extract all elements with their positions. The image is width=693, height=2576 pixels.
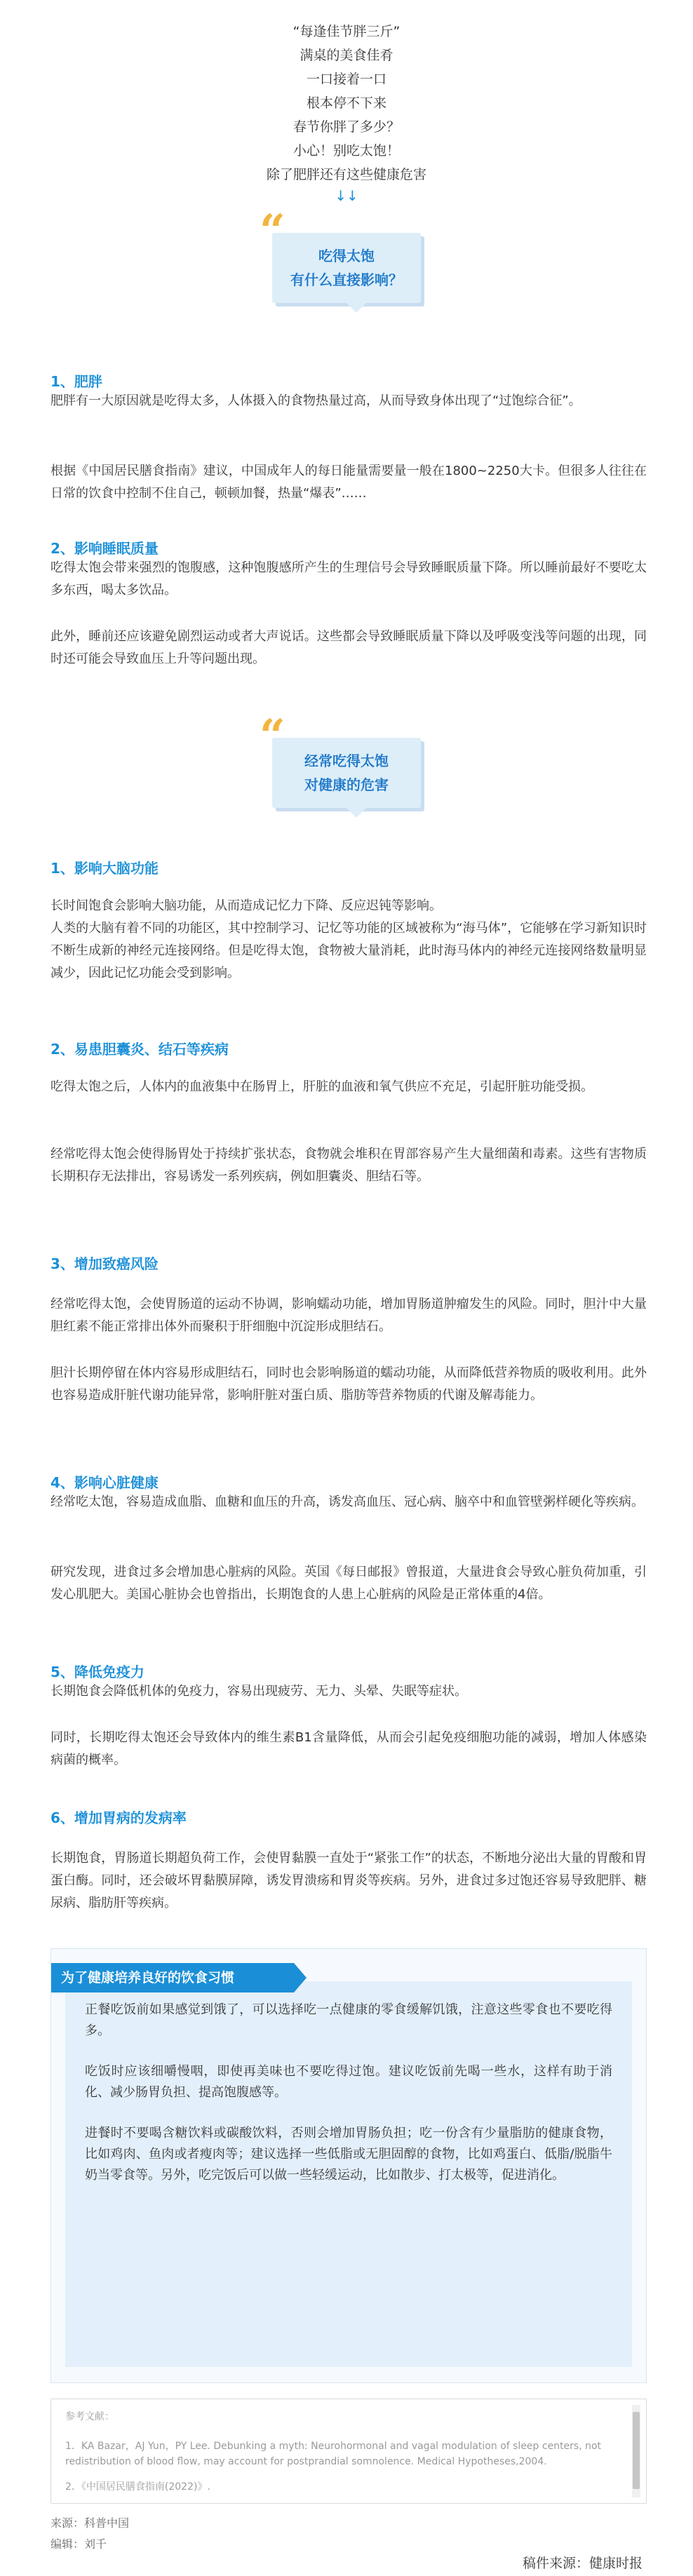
- subheading: 4、影响心脏健康: [51, 1474, 159, 1491]
- paragraph: 吃得太饱会带来强烈的饱腹感，这种饱腹感所产生的生理信号会导致睡眠质量下降。所以睡前最好不要吃太多东西，喝太多饮品。: [51, 560, 647, 598]
- references-box[interactable]: [51, 2399, 647, 2504]
- intro-line: 小心！别吃太饱！: [292, 143, 400, 159]
- reference-item: 1．KA Bazar，AJ Yun，PY Lee. Debunking a myth: Neurohormonal and vagal modulation of sleep centers, not redistribution of blood flow, may account for postprandial somnolence. Medical Hypotheses,2004.: [65, 2441, 602, 2467]
- scrollbar-thumb[interactable]: [633, 2412, 640, 2489]
- down-arrow-icon: ↓↓: [335, 187, 358, 204]
- speech-tail: [346, 808, 366, 818]
- editor-label: 编辑：刘千: [51, 2537, 107, 2551]
- references-scrollbar[interactable]: [632, 2405, 640, 2497]
- paragraph: 经常吃得太饱会使得肠胃处于持续扩张状态，食物就会堆积在胃部容易产生大量细菌和毒素。这些有害物质长期积存无法排出，容易诱发一系列疾病，例如胆囊炎、胆结石等。: [51, 1147, 647, 1184]
- subheading: 1、影响大脑功能: [51, 860, 159, 877]
- subheading: 2、易患胆囊炎、结石等疾病: [51, 1041, 229, 1058]
- paragraph: 长期饱食，胃肠道长期超负荷工作，会使胃黏膜一直处于“紧张工作”的状态，不断地分泌出大量的胃酸和胃蛋白酶。同时，还会破坏胃黏膜屏障，诱发胃溃疡和胃炎等疾病。另外，进食过多过饱还容易导致肥胖、糖尿病、脂肪肝等疾病。: [51, 1851, 647, 1910]
- reference-item: 2．《中国居民膳食指南(2022)》.: [65, 2481, 210, 2493]
- section-title-box: [260, 710, 421, 808]
- section-title-line: 经常吃得太饱: [304, 753, 389, 769]
- paragraph: 同时，长期吃得太饱还会导致体内的维生素B1含量降低，从而会引起免疫细胞功能的减弱，增加人体感染病菌的概率。: [51, 1730, 647, 1767]
- tip-paragraph: 吃饭时应该细嚼慢咽，即使再美味也不要吃得过饱。建议吃饭前先喝一些水，这样有助于消化、减少肠胃负担、提高饱腹感等。: [85, 2064, 612, 2100]
- subheading: 6、增加胃病的发病率: [51, 1809, 187, 1826]
- paragraph: 经常吃太饱，容易造成血脂、血糖和血压的升高，诱发高血压、冠心病、脑卒中和血管壁粥样硬化等疾病。: [51, 1495, 644, 1509]
- section-title-line: 有什么直接影响？: [290, 271, 403, 288]
- section-title-box: [260, 205, 421, 303]
- quote-icon: “: [260, 710, 285, 762]
- intro-block: [0, 20, 693, 205]
- subheading: 5、降低免疫力: [51, 1664, 144, 1680]
- paragraph: 经常吃得太饱，会使胃肠道的运动不协调，影响蠕动功能，增加胃肠道肿瘤发生的风险。同时，胆汁中大量胆红素不能正常排出体外而聚积于肝细胞中沉淀形成胆结石。: [51, 1297, 647, 1334]
- paragraph: 胆汁长期停留在体内容易形成胆结石，同时也会影响肠道的蠕动功能，从而降低营养物质的吸收利用。此外也容易造成肝脏代谢功能异常，影响肝脏对蛋白质、脂肪等营养物质的代谢及解毒能力。: [51, 1365, 647, 1403]
- subheading: 2、影响睡眠质量: [51, 540, 159, 557]
- intro-line: “每逢佳节胖三斤”: [292, 24, 401, 39]
- intro-line: 根本停不下来: [306, 95, 386, 111]
- subheading: 3、增加致癌风险: [51, 1255, 159, 1272]
- section-title-line: 吃得太饱: [318, 248, 375, 264]
- paragraph: 人类的大脑有着不同的功能区，其中控制学习、记忆等功能的区域被称为“海马体”，它能够在学习新知识时不断生成新的神经元连接网络。但是吃得太饱，食物被大量消耗，此时海马体内的神经元连接网络数量明显减少，因此记忆功能会受到影响。: [51, 921, 647, 980]
- source-label: 来源：科普中国: [51, 2516, 130, 2530]
- intro-line: 春节你胖了多少？: [292, 119, 400, 135]
- paragraph: 吃得太饱之后，人体内的血液集中在肠胃上，肝脏的血液和氧气供应不充足，引起肝脏功能受损。: [51, 1079, 593, 1094]
- quote-icon: “: [260, 205, 285, 257]
- article-source-footer: 稿件来源：健康时报: [522, 2556, 642, 2571]
- paragraph: 此外，睡前还应该避免剧烈运动或者大声说话。这些都会导致睡眠质量下降以及呼吸变浅等问题的出现，同时还可能会导致血压上升等问题出现。: [51, 629, 647, 666]
- intro-line: 一口接着一口: [306, 72, 386, 87]
- references-title: 参考文献：: [65, 2411, 114, 2422]
- tip-paragraph: 进餐时不要喝含糖饮料或碳酸饮料，否则会增加胃肠负担；吃一份含有少量脂肪的健康食物，比如鸡肉、鱼肉或者瘦肉等；建议选择一些低脂或无胆固醇的食物，比如鸡蛋白、低脂/脱脂牛奶当零食等。另外，吃完饭后可以做一些轻缓运动，比如散步、打太极等，促进消化。: [85, 2126, 612, 2183]
- tip-paragraph: 正餐吃饭前如果感觉到饿了，可以选择吃一点健康的零食缓解饥饿，注意这些零食也不要吃得多。: [85, 2002, 612, 2038]
- tips-title: 为了健康培养良好的饮食习惯: [51, 1963, 294, 1992]
- intro-line: 满桌的美食佳肴: [300, 48, 393, 63]
- paragraph: 根据《中国居民膳食指南》建议，中国成年人的每日能量需要量一般在1800~2250大卡。但很多人往往在日常的饮食中控制不住自己，顿顿加餐，热量“爆表”……: [51, 464, 647, 501]
- intro-line: 除了肥胖还有这些健康危害: [266, 167, 426, 182]
- paragraph: 研究发现，进食过多会增加患心脏病的风险。英国《每日邮报》曾报道，大量进食会导致心脏负荷加重，引发心肌肥大。美国心脏协会也曾指出，长期饱食的人患上心脏病的风险是正常体重的4倍。: [51, 1565, 647, 1602]
- tips-content: [65, 1981, 632, 2367]
- paragraph: 长时间饱食会影响大脑功能，从而造成记忆力下降、反应迟钝等影响。: [51, 898, 442, 913]
- section-title-line: 对健康的危害: [304, 776, 389, 793]
- paragraph: 肥胖有一大原因就是吃得太多，人体摄入的食物热量过高，从而导致身体出现了“过饱综合征”。: [51, 393, 581, 408]
- subheading: 1、肥胖: [51, 373, 102, 390]
- tips-card: [51, 1948, 647, 2383]
- speech-tail: [346, 303, 366, 313]
- paragraph: 长期饱食会降低机体的免疫力，容易出现疲劳、无力、头晕、失眠等症状。: [51, 1684, 467, 1699]
